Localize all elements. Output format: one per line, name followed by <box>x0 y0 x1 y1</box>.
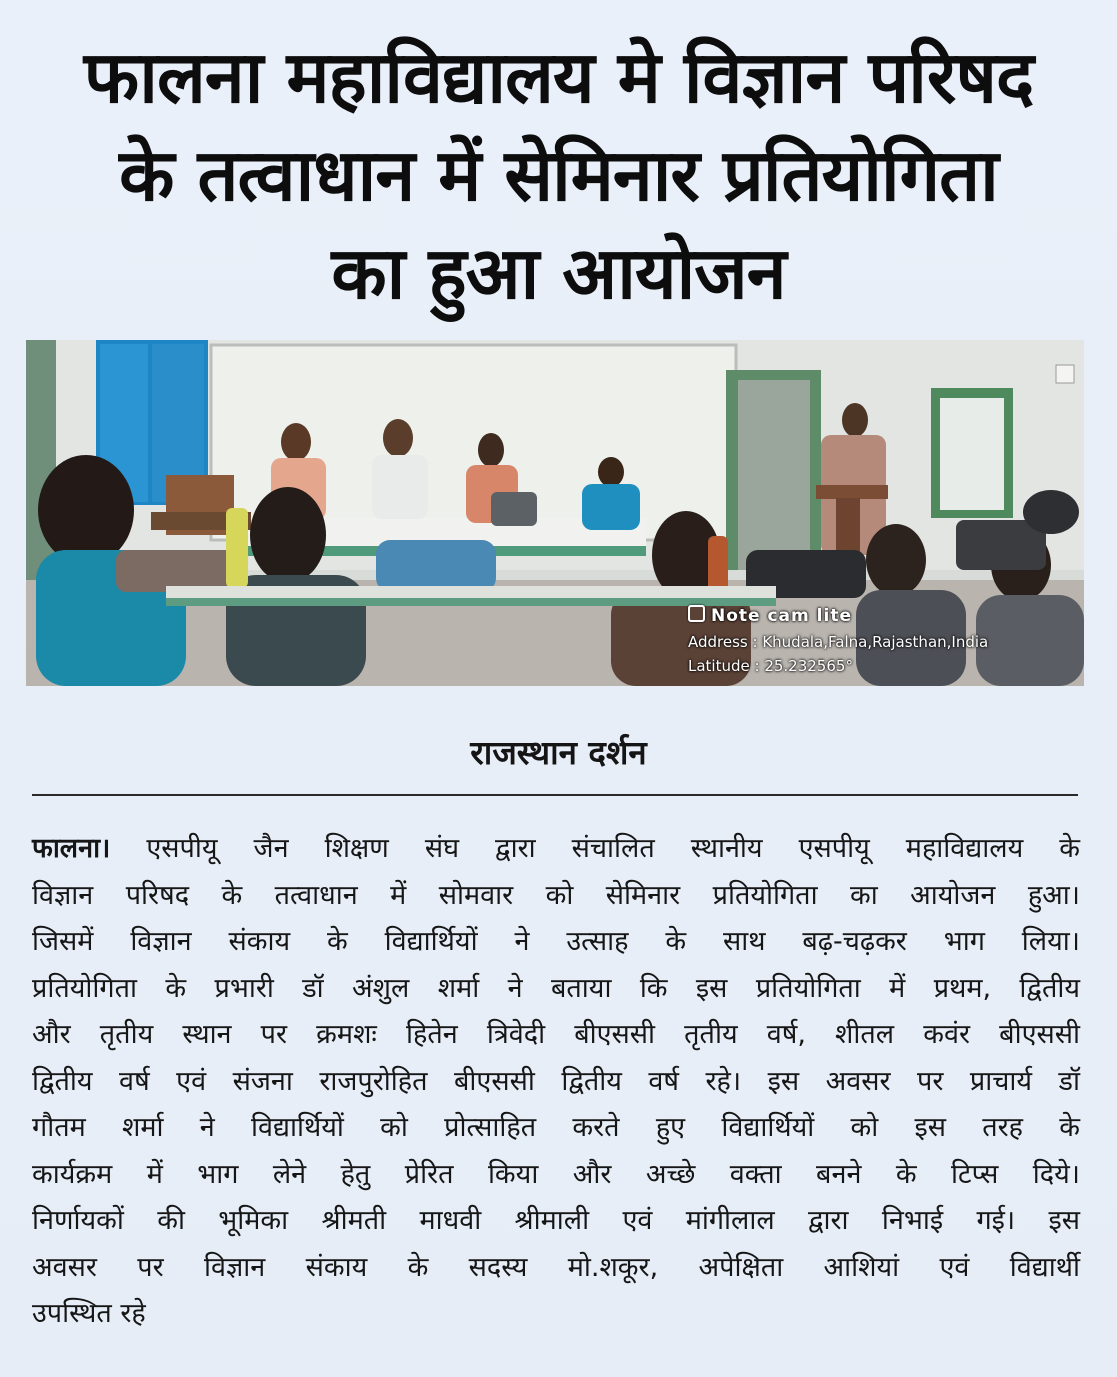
divider-rule <box>32 794 1078 796</box>
photo-watermark <box>688 602 1084 678</box>
article-line-2: विज्ञान परिषद के तत्वाधान में सोमवार को सेमिनार प्रतियोगिता का आयोजन हुआ। <box>32 879 1080 911</box>
article-line-6: द्वितीय वर्ष एवं संजना राजपुरोहित बीएससी द्वितीय वर्ष रहे। इस अवसर पर प्राचार्य डॉ <box>32 1065 1080 1097</box>
headline-line-2: के तत्वाधान में सेमिनार प्रतियोगिता <box>119 133 998 217</box>
watermark-latitude: Latitude : 25.232565° <box>688 657 853 675</box>
watermark-app-name <box>688 602 1084 630</box>
article-line-4: प्रतियोगिता के प्रभारी डॉ अंशुल शर्मा ने बताया कि इस प्रतियोगिता में प्रथम, द्वितीय <box>32 972 1080 1004</box>
camera-icon <box>688 605 705 622</box>
article-line-10: अवसर पर विज्ञान संकाय के सदस्य मो.शकूर, अपेक्षिता आशियां एवं विद्यार्थी <box>32 1251 1080 1283</box>
article-line-7: गौतम शर्मा ने विद्यार्थियों को प्रोत्साहित करते हुए विद्यार्थियों को इस तरह के <box>32 1112 1080 1143</box>
article-line-9: निर्णायकों की भूमिका श्रीमती माधवी श्रीमाली एवं मांगीलाल द्वारा निभाई गई। इस <box>32 1205 1080 1236</box>
article-line-1: फालना। एसपीयू जैन शिक्षण संघ द्वारा संचालित स्थानीय एसपीयू महाविद्यालय के <box>32 833 1080 864</box>
watermark-app-label: Note cam lite <box>711 606 852 626</box>
headline <box>30 28 1087 322</box>
dateline: फालना। <box>32 833 111 864</box>
article-line-3: जिसमें विज्ञान संकाय के विद्यार्थियों ने उत्साह के साथ बढ़-चढ़कर भाग लिया। <box>32 926 1080 957</box>
headline-line-3: का हुआ आयोजन <box>331 231 786 315</box>
article-line-8: कार्यक्रम में भाग लेने हेतु प्रेरित किया और अच्छे वक्ता बनने के टिप्स दिये। <box>32 1158 1080 1190</box>
article-line-5: और तृतीय स्थान पर क्रमशः हितेन त्रिवेदी बीएससी तृतीय वर्ष, शीतल कवंर बीएससी <box>32 1019 1080 1050</box>
headline-line-1: फालना महाविद्यालय मे विज्ञान परिषद <box>83 35 1034 119</box>
article-line-11: उपस्थित रहे <box>32 1298 146 1329</box>
source-name: राजस्थान दर्शन <box>470 733 647 772</box>
watermark-address: Address : Khudala,Falna,Rajasthan,India <box>688 633 989 651</box>
article-body <box>32 826 1080 1338</box>
